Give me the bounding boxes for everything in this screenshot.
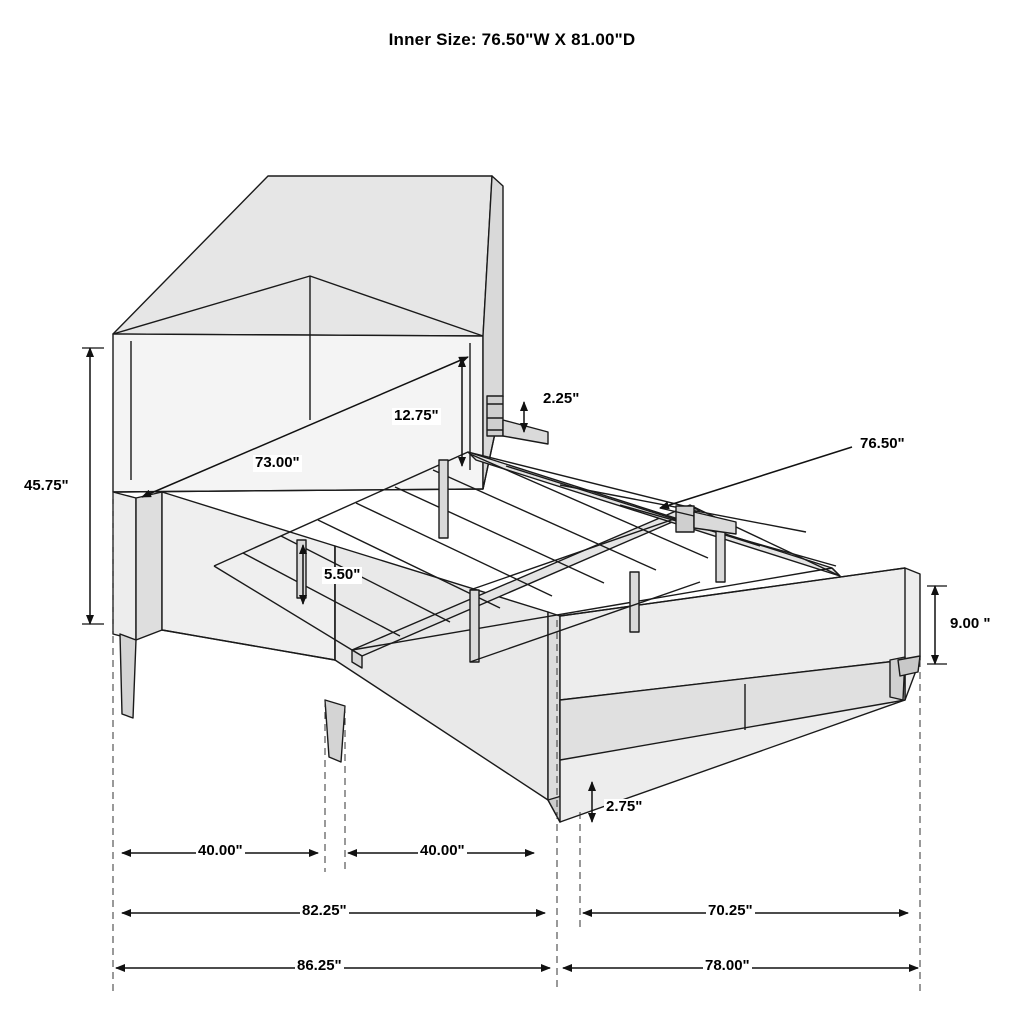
dim-inner-width: 76.50"	[860, 435, 905, 452]
dim-overall-depth-70: 70.25"	[708, 902, 753, 919]
dim-headboard-panel-drop: 12.75"	[394, 407, 439, 424]
dim-right-span-40: 40.00"	[420, 842, 465, 859]
dim-headboard-height: 45.75"	[24, 477, 69, 494]
dim-side-rail-height: 9.00 "	[950, 615, 991, 632]
page-title: Inner Size: 76.50"W X 81.00"D	[388, 30, 636, 49]
dim-headboard-width: 73.00"	[255, 454, 300, 471]
dim-footboard-clearance: 2.75"	[606, 798, 643, 815]
dim-rail-thickness: 2.25"	[543, 390, 580, 407]
dim-overall-length-86: 86.25"	[297, 957, 342, 974]
dim-left-span-40: 40.00"	[198, 842, 243, 859]
bed-geometry	[82, 176, 947, 992]
dim-slat-leg-height: 5.50"	[324, 566, 361, 583]
dim-overall-length-82: 82.25"	[302, 902, 347, 919]
dim-overall-width-78: 78.00"	[705, 957, 750, 974]
